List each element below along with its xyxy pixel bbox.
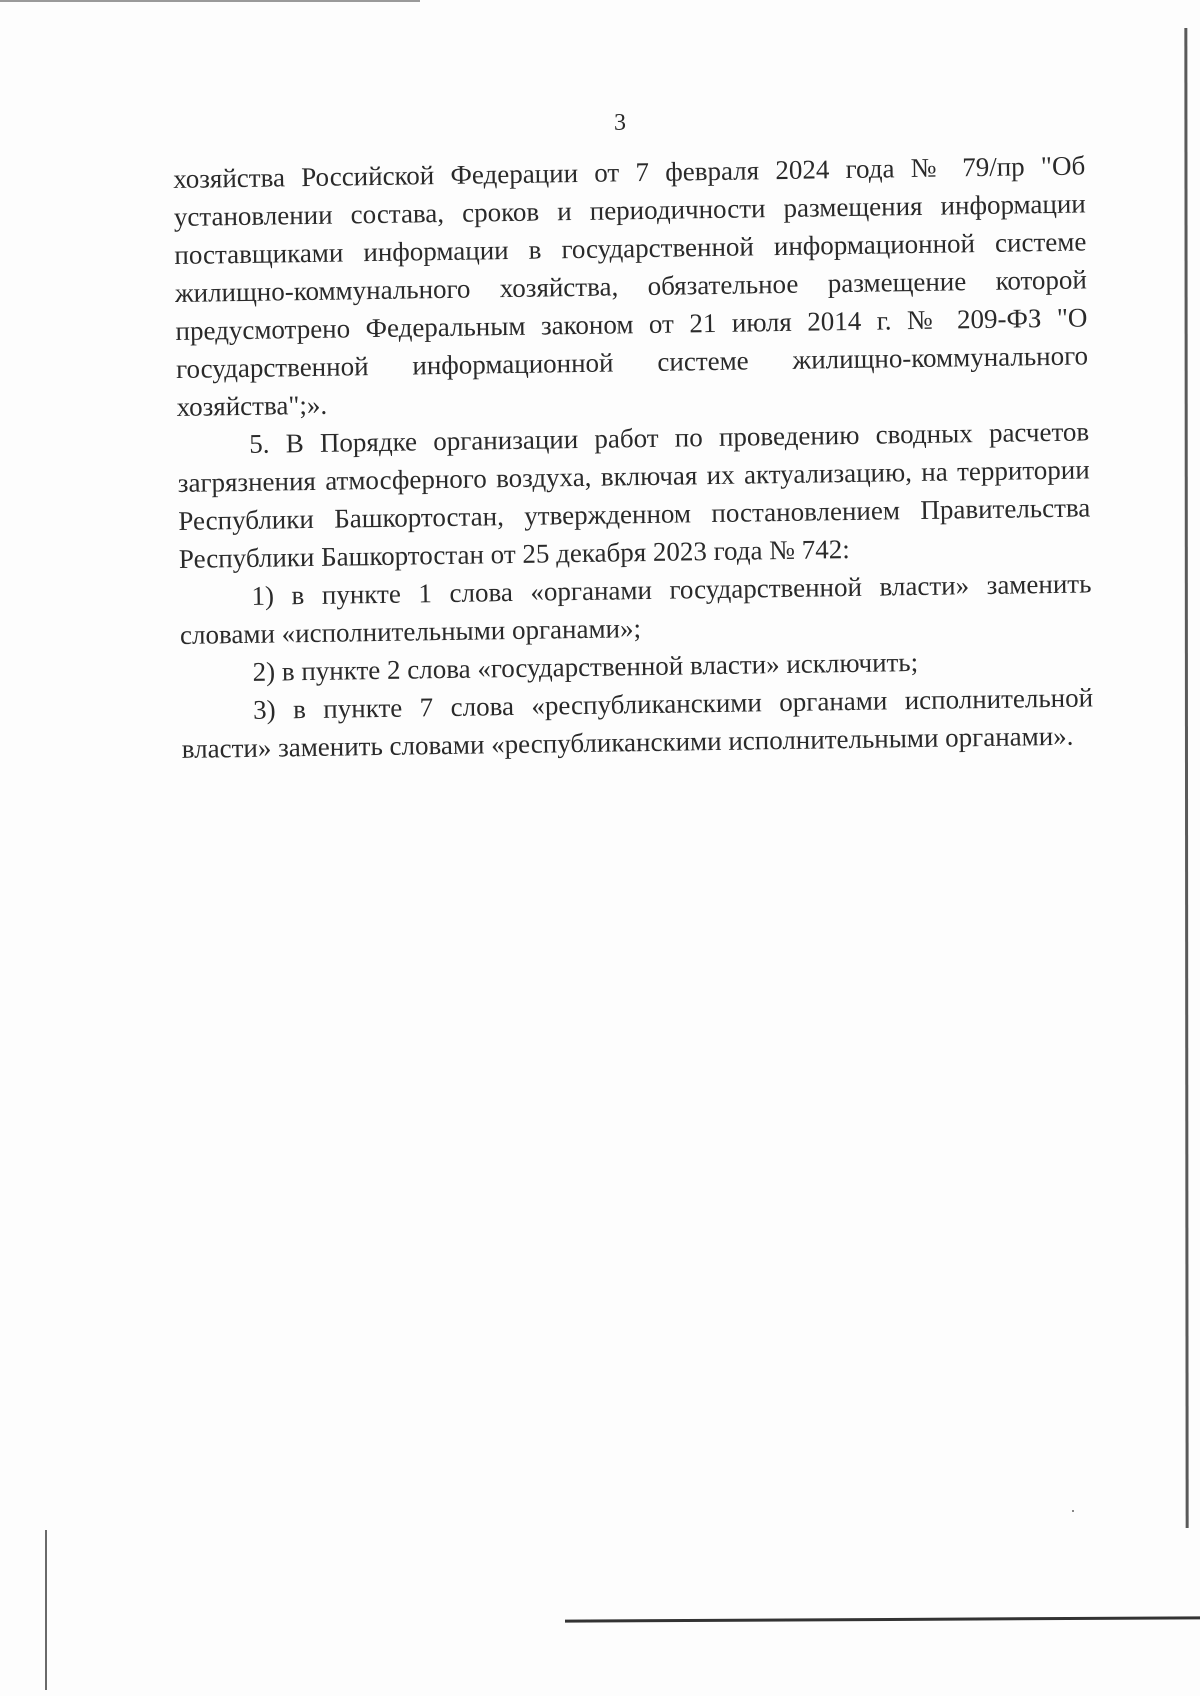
paragraph-item-5: 5. В Порядке организации работ по проведению сводных расчетов загрязнения атмосферного воздуха, включая их актуализацию, на территории Республики Башкортостан, утвержденном постановлением Правительства Республики Башкортостан от 25 декабря 2023 года № 742:: [177, 416, 1091, 574]
scan-edge-bottom: [565, 1616, 1200, 1622]
document-body: [173, 146, 1094, 767]
scan-edge-right: [1184, 28, 1188, 1528]
scan-edge-left: [45, 1530, 47, 1690]
paragraph-continuation: хозяйства Российской Федерации от 7 февраля 2024 года № 79/пр "Об установлении состава, сроков и периодичности размещения информации поставщиками информации в государственной информационной системе жилищно-коммунального хозяйства, обязательное размещение которой предусмотрено Федеральным законом от 21 июля 2014 г. № 209-ФЗ "О государственной информационной системе жилищно-коммунального хозяйства";».: [173, 150, 1089, 422]
scan-speck: [1072, 1510, 1074, 1512]
page-number: 3: [614, 110, 626, 136]
paragraph-subitem-1: 1) в пункте 1 слова «органами государственной власти» заменить словами «исполнительными органами»;: [179, 568, 1092, 650]
scan-edge-top: [0, 0, 420, 2]
paragraph-subitem-2: 2) в пункте 2 слова «государственной власти» исключить;: [252, 647, 919, 687]
paragraph-subitem-3: 3) в пункте 7 слова «республиканскими органами исполнительной власти» заменить словами «республиканскими исполнительными органами».: [181, 682, 1094, 764]
